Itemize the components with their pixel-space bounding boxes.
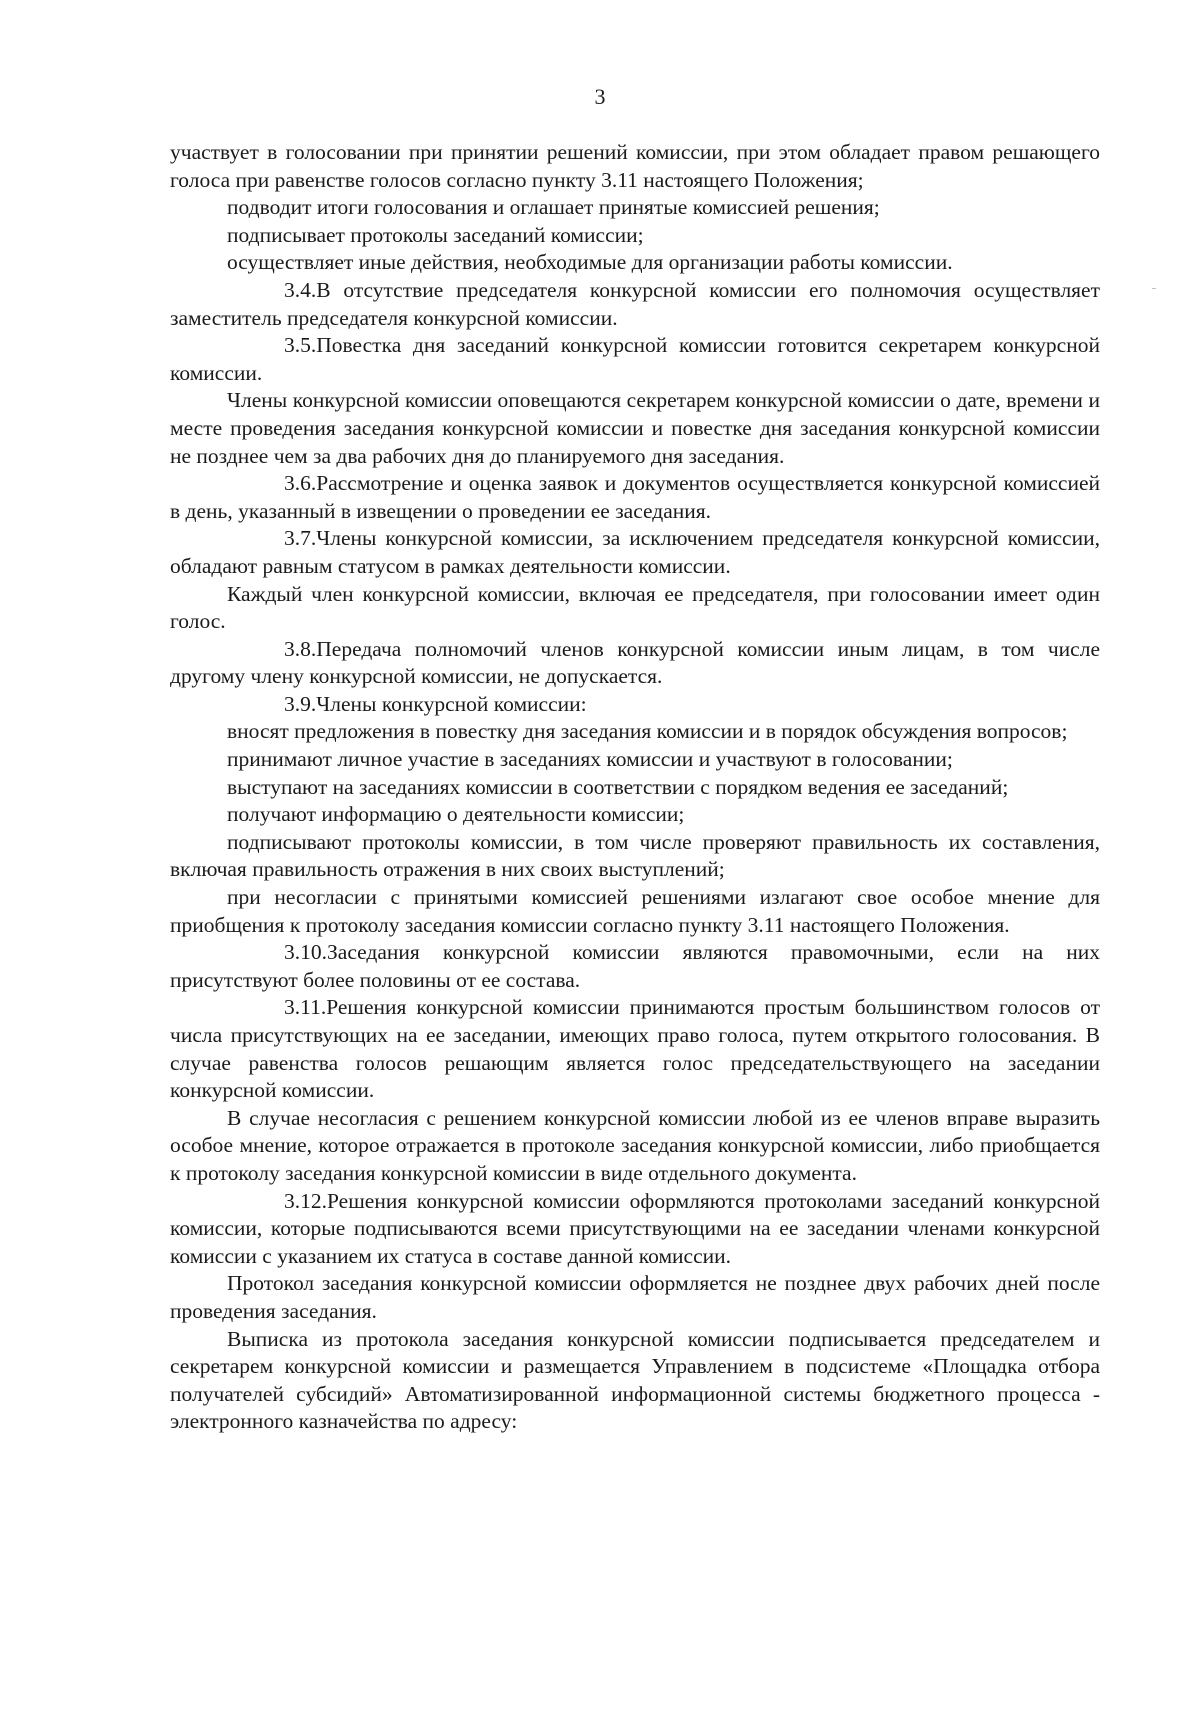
paragraph-text: вносят предложения в повестку дня заседания комиссии и в порядок обсуждения вопросов; [227, 719, 1068, 744]
paragraph-text: получают информацию о деятельности комиссии; [227, 802, 685, 827]
paragraph-text: Члены конкурсной комиссии, за исключением председателя конкурсной комиссии, обладают равным статусом в рамках деятельности комиссии. [170, 526, 1100, 578]
paragraph [170, 581, 1100, 636]
paragraph [170, 387, 1100, 470]
scan-mark [1152, 288, 1156, 289]
paragraph [170, 277, 1100, 332]
paragraph-text: подводит итоги голосования и оглашает принятые комиссией решения; [227, 195, 880, 220]
paragraph [170, 801, 1100, 829]
paragraph-text: Протокол заседания конкурсной комиссии оформляется не позднее двух рабочих дней после проведения заседания. [170, 1271, 1100, 1323]
paragraph [170, 525, 1100, 580]
paragraph-text: Члены конкурсной комиссии: [316, 691, 587, 716]
paragraph [170, 222, 1100, 250]
paragraph [170, 636, 1100, 691]
paragraph-text: Решения конкурсной комиссии принимаются простым большинством голосов от числа присутствующих на ее заседании, имеющих право голоса, путем открытого голосования. В случае равенства голосов решающим является голос председательствующего на заседании конкурсной комиссии. [170, 995, 1100, 1103]
paragraph-text: Выписка из протокола заседания конкурсной комиссии подписывается председателем и секретарем конкурсной комиссии и размещается Управлением в подсистеме «Площадка отбора получателей субсидий» Автоматизированной информационной системы бюджетного процесса - электронного казначейства по адресу: [170, 1326, 1100, 1434]
clause-number: 3.9. [284, 691, 317, 716]
clause-number: 3.11. [284, 995, 327, 1020]
paragraph [170, 139, 1100, 194]
paragraph [170, 746, 1100, 774]
paragraph [170, 1105, 1100, 1188]
paragraph-text: выступают на заседаниях комиссии в соответствии с порядком ведения ее заседаний; [227, 774, 1009, 799]
paragraph [170, 1326, 1100, 1436]
paragraph [170, 249, 1100, 277]
paragraph-text: при несогласии с принятыми комиссией решениями излагают свое особое мнение для приобщения к протоколу заседания комиссии согласно пункту 3.11 настоящего Положения. [170, 885, 1100, 937]
paragraph [170, 332, 1100, 387]
paragraph-text: Каждый член конкурсной комиссии, включая ее председателя, при голосовании имеет один голос. [170, 581, 1100, 634]
clause-number: 3.7. [284, 526, 317, 551]
paragraph [170, 829, 1100, 884]
clause-number: 3.6. [284, 471, 317, 496]
paragraph-text: осуществляет иные действия, необходимые для организации работы комиссии. [227, 250, 953, 275]
paragraph [170, 1188, 1100, 1271]
paragraph [170, 470, 1100, 525]
paragraph [170, 1270, 1100, 1325]
paragraph-text: подписывает протоколы заседаний комиссии; [227, 222, 644, 247]
clause-number: 3.10. [284, 940, 327, 965]
paragraph-text: участвует в голосовании при принятии решений комиссии, при этом обладает правом решающего голоса при равенстве голосов согласно пункту 3.11 настоящего Положения; [170, 140, 1100, 192]
document-body [170, 139, 1100, 1436]
paragraph [170, 994, 1100, 1104]
paragraph-text: Рассмотрение и оценка заявок и документов осуществляется конкурсной комиссией в день, указанный в извещении о проведении ее заседания. [170, 471, 1100, 523]
paragraph-text: Заседания конкурсной комиссии являются правомочными, если на них присутствуют более половины от ее состава. [170, 940, 1100, 992]
paragraph [170, 718, 1100, 746]
clause-number: 3.5. [284, 333, 317, 358]
page-number: 3 [594, 84, 606, 109]
paragraph [170, 884, 1100, 939]
paragraph-text: Повестка дня заседаний конкурсной комиссии готовится секретарем конкурсной комиссии. [170, 333, 1100, 385]
paragraph-text: В отсутствие председателя конкурсной комиссии его полномочия осуществляет заместитель председателя конкурсной комиссии. [170, 277, 1100, 330]
clause-number: 3.8. [284, 636, 317, 661]
clause-number: 3.4. [284, 277, 317, 302]
paragraph-text: В случае несогласия с решением конкурсной комиссии любой из ее членов вправе выразить особое мнение, которое отражается в протоколе заседания конкурсной комиссии, либо приобщается к протоколу заседания конкурсной комиссии в виде отдельного документа. [170, 1105, 1100, 1185]
paragraph-text: Передача полномочий членов конкурсной комиссии иным лицам, в том числе другому члену конкурсной комиссии, не допускается. [170, 636, 1100, 689]
paragraph-text: Члены конкурсной комиссии оповещаются секретарем конкурсной комиссии о дате, времени и месте проведения заседания конкурсной комиссии и повестке дня заседания конкурсной комиссии не позднее чем за два рабочих дня до планируемого дня заседания. [170, 388, 1100, 468]
paragraph-text: подписывают протоколы комиссии, в том числе проверяют правильность их составления, включая правильность отражения в них своих выступлений; [170, 829, 1100, 882]
paragraph [170, 939, 1100, 994]
paragraph [170, 691, 1100, 719]
paragraph-text: принимают личное участие в заседаниях комиссии и участвуют в голосовании; [227, 747, 953, 772]
paragraph [170, 194, 1100, 222]
clause-number: 3.12. [284, 1188, 327, 1213]
paragraph-text: Решения конкурсной комиссии оформляются протоколами заседаний конкурсной комиссии, которые подписываются всеми присутствующими на ее заседании членами конкурсной комиссии с указанием их статуса в составе данной комиссии. [170, 1188, 1100, 1268]
paragraph [170, 774, 1100, 802]
